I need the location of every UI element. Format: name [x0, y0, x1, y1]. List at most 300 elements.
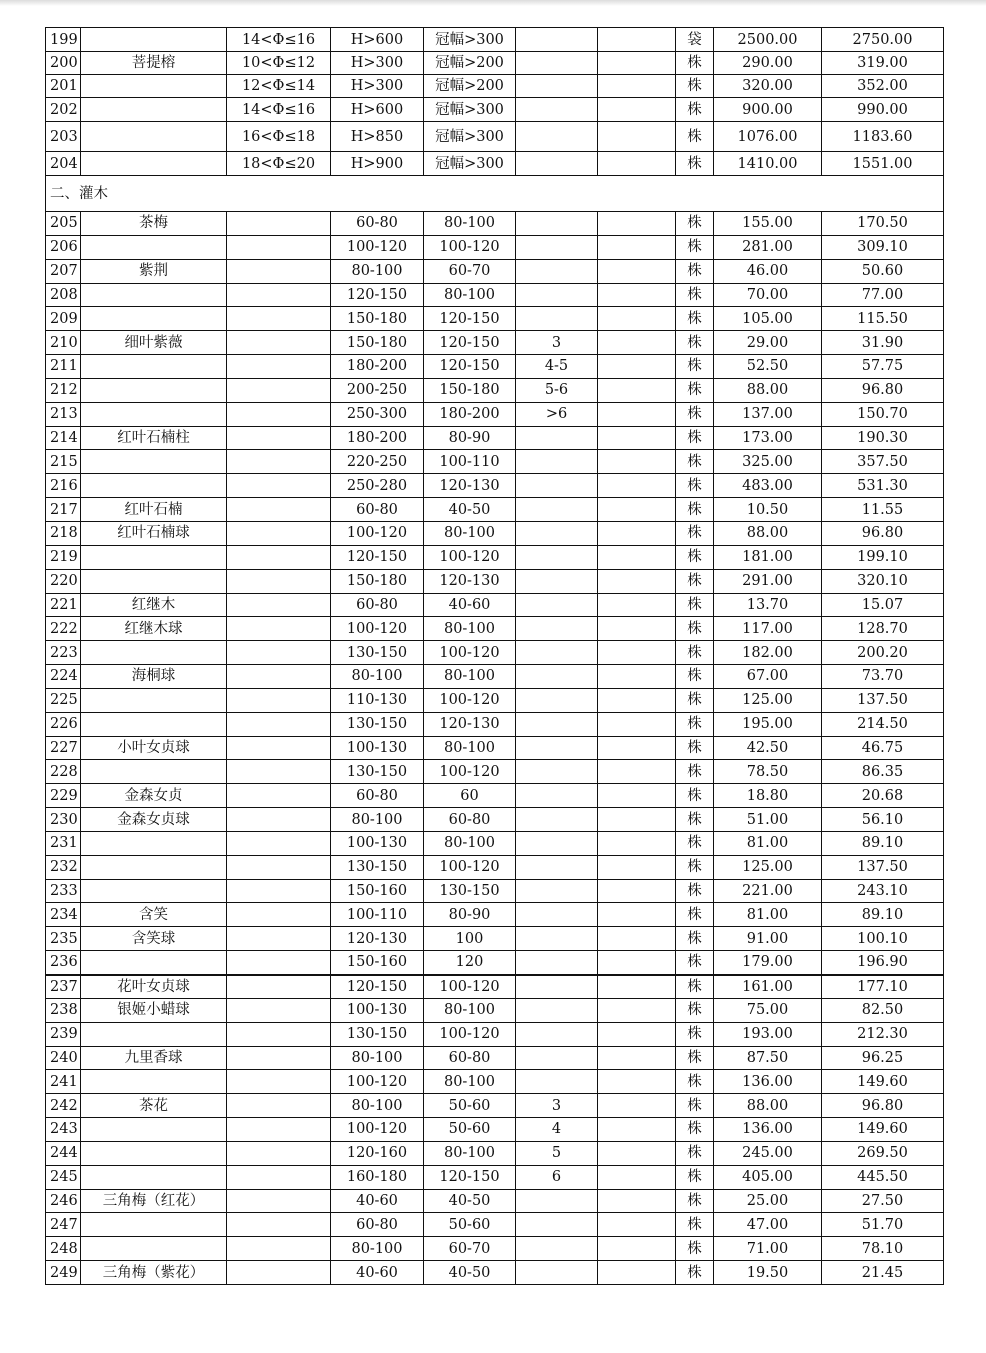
- price-1-cell: 91.00: [714, 927, 822, 951]
- plant-name-cell: 银姬小蜡球: [81, 998, 227, 1022]
- plant-name-cell: 三角梅（紫花）: [81, 1261, 227, 1285]
- trunk-diameter-cell: [227, 1189, 331, 1213]
- crown-width-cell: 40-60: [424, 593, 516, 617]
- table-row: [46, 688, 944, 712]
- table-row: [46, 152, 944, 176]
- row-number-cell: 247: [46, 1213, 81, 1237]
- plant-name-cell: 小叶女贞球: [81, 736, 227, 760]
- crown-width-cell: 80-100: [424, 1141, 516, 1165]
- plant-height-cell: 100-130: [331, 736, 424, 760]
- plant-name-cell: [81, 75, 227, 98]
- row-number-cell: 204: [46, 152, 81, 176]
- unit-cell: 株: [676, 378, 714, 402]
- unit-cell: 株: [676, 212, 714, 236]
- crown-width-cell: 80-100: [424, 521, 516, 545]
- table-row: [46, 1046, 944, 1070]
- plant-height-cell: H>900: [331, 152, 424, 176]
- branch-count-cell: [516, 75, 598, 98]
- table-row: [46, 545, 944, 569]
- price-1-cell: 245.00: [714, 1141, 822, 1165]
- row-number-cell: 223: [46, 641, 81, 665]
- price-1-cell: 18.80: [714, 784, 822, 808]
- crown-width-cell: 80-100: [424, 617, 516, 641]
- blank-cell-cell: [598, 98, 676, 122]
- price-1-cell: 125.00: [714, 688, 822, 712]
- trunk-diameter-cell: [227, 235, 331, 259]
- blank-cell-cell: [598, 998, 676, 1022]
- table-row: [46, 641, 944, 665]
- table-row: [46, 426, 944, 450]
- unit-cell: 株: [676, 569, 714, 593]
- plant-name-cell: [81, 1070, 227, 1094]
- crown-width-cell: 120-150: [424, 355, 516, 379]
- price-2-cell: 1551.00: [822, 152, 944, 176]
- branch-count-cell: 6: [516, 1165, 598, 1189]
- trunk-diameter-cell: [227, 498, 331, 522]
- plant-name-cell: 茶花: [81, 1094, 227, 1118]
- trunk-diameter-cell: [227, 975, 331, 999]
- plant-name-cell: [81, 378, 227, 402]
- price-1-cell: 117.00: [714, 617, 822, 641]
- price-2-cell: 96.80: [822, 521, 944, 545]
- crown-width-cell: 80-100: [424, 736, 516, 760]
- table-row: [46, 1261, 944, 1285]
- plant-height-cell: 120-150: [331, 545, 424, 569]
- price-1-cell: 88.00: [714, 1094, 822, 1118]
- plant-height-cell: 130-150: [331, 1022, 424, 1046]
- table-row: [46, 307, 944, 331]
- unit-cell: 株: [676, 641, 714, 665]
- blank-cell-cell: [598, 665, 676, 689]
- row-number-cell: 231: [46, 831, 81, 855]
- trunk-diameter-cell: [227, 903, 331, 927]
- price-2-cell: 1183.60: [822, 122, 944, 152]
- plant-height-cell: 100-110: [331, 903, 424, 927]
- price-1-cell: 1410.00: [714, 152, 822, 176]
- blank-cell-cell: [598, 1070, 676, 1094]
- blank-cell-cell: [598, 712, 676, 736]
- blank-cell-cell: [598, 307, 676, 331]
- price-2-cell: 149.60: [822, 1118, 944, 1142]
- unit-cell: 株: [676, 1165, 714, 1189]
- blank-cell-cell: [598, 259, 676, 283]
- plant-height-cell: 80-100: [331, 259, 424, 283]
- row-number-cell: 242: [46, 1094, 81, 1118]
- plant-name-cell: [81, 688, 227, 712]
- trunk-diameter-cell: 10<Φ≤12: [227, 52, 331, 75]
- trunk-diameter-cell: [227, 712, 331, 736]
- blank-cell-cell: [598, 1189, 676, 1213]
- plant-name-cell: [81, 307, 227, 331]
- price-1-cell: 173.00: [714, 426, 822, 450]
- branch-count-cell: [516, 259, 598, 283]
- row-number-cell: 227: [46, 736, 81, 760]
- price-1-cell: 75.00: [714, 998, 822, 1022]
- plant-name-cell: 茶梅: [81, 212, 227, 236]
- plant-height-cell: 130-150: [331, 641, 424, 665]
- blank-cell-cell: [598, 831, 676, 855]
- crown-width-cell: 60-80: [424, 808, 516, 832]
- trunk-diameter-cell: [227, 545, 331, 569]
- trunk-diameter-cell: 14<Φ≤16: [227, 28, 331, 52]
- row-number-cell: 241: [46, 1070, 81, 1094]
- blank-cell-cell: [598, 1022, 676, 1046]
- unit-cell: 株: [676, 498, 714, 522]
- price-1-cell: 105.00: [714, 307, 822, 331]
- crown-width-cell: 50-60: [424, 1094, 516, 1118]
- plant-height-cell: 250-280: [331, 474, 424, 498]
- price-1-cell: 320.00: [714, 75, 822, 98]
- branch-count-cell: [516, 283, 598, 307]
- plant-name-cell: [81, 951, 227, 975]
- table-row: [46, 283, 944, 307]
- crown-width-cell: 80-90: [424, 426, 516, 450]
- table-row: [46, 474, 944, 498]
- price-1-cell: 136.00: [714, 1118, 822, 1142]
- trunk-diameter-cell: [227, 927, 331, 951]
- table-row: [46, 521, 944, 545]
- branch-count-cell: [516, 1213, 598, 1237]
- price-2-cell: 56.10: [822, 808, 944, 832]
- row-number-cell: 221: [46, 593, 81, 617]
- crown-width-cell: 冠幅>200: [424, 52, 516, 75]
- row-number-cell: 205: [46, 212, 81, 236]
- price-1-cell: 70.00: [714, 283, 822, 307]
- branch-count-cell: [516, 569, 598, 593]
- plant-name-cell: [81, 569, 227, 593]
- plant-name-cell: [81, 355, 227, 379]
- table-body-shrubs: [46, 212, 944, 1285]
- crown-width-cell: 80-100: [424, 665, 516, 689]
- row-number-cell: 206: [46, 235, 81, 259]
- branch-count-cell: [516, 307, 598, 331]
- blank-cell-cell: [598, 879, 676, 903]
- trunk-diameter-cell: [227, 879, 331, 903]
- unit-cell: 株: [676, 593, 714, 617]
- price-2-cell: 73.70: [822, 665, 944, 689]
- branch-count-cell: [516, 641, 598, 665]
- blank-cell-cell: [598, 52, 676, 75]
- row-number-cell: 200: [46, 52, 81, 75]
- price-2-cell: 96.80: [822, 1094, 944, 1118]
- row-number-cell: 233: [46, 879, 81, 903]
- blank-cell-cell: [598, 593, 676, 617]
- plant-name-cell: [81, 1213, 227, 1237]
- price-1-cell: 900.00: [714, 98, 822, 122]
- blank-cell-cell: [598, 1237, 676, 1261]
- price-2-cell: 96.25: [822, 1046, 944, 1070]
- unit-cell: 株: [676, 855, 714, 879]
- unit-cell: 株: [676, 259, 714, 283]
- price-2-cell: 31.90: [822, 331, 944, 355]
- crown-width-cell: 80-90: [424, 903, 516, 927]
- branch-count-cell: [516, 1070, 598, 1094]
- plant-height-cell: 130-150: [331, 712, 424, 736]
- trunk-diameter-cell: 18<Φ≤20: [227, 152, 331, 176]
- table-row: [46, 1141, 944, 1165]
- plant-height-cell: 80-100: [331, 1237, 424, 1261]
- table-row: [46, 712, 944, 736]
- table-row: [46, 975, 944, 999]
- price-2-cell: 357.50: [822, 450, 944, 474]
- table-row: [46, 259, 944, 283]
- table-row: [46, 402, 944, 426]
- branch-count-cell: [516, 617, 598, 641]
- plant-height-cell: 150-160: [331, 879, 424, 903]
- branch-count-cell: [516, 545, 598, 569]
- plant-name-cell: [81, 152, 227, 176]
- branch-count-cell: [516, 688, 598, 712]
- unit-cell: 株: [676, 283, 714, 307]
- trunk-diameter-cell: 12<Φ≤14: [227, 75, 331, 98]
- blank-cell-cell: [598, 402, 676, 426]
- price-2-cell: 212.30: [822, 1022, 944, 1046]
- branch-count-cell: [516, 593, 598, 617]
- row-number-cell: 226: [46, 712, 81, 736]
- price-1-cell: 51.00: [714, 808, 822, 832]
- blank-cell-cell: [598, 927, 676, 951]
- trunk-diameter-cell: [227, 1213, 331, 1237]
- branch-count-cell: 5: [516, 1141, 598, 1165]
- blank-cell-cell: [598, 736, 676, 760]
- plant-name-cell: [81, 855, 227, 879]
- branch-count-cell: [516, 831, 598, 855]
- blank-cell-cell: [598, 688, 676, 712]
- price-2-cell: 177.10: [822, 975, 944, 999]
- table-row: [46, 212, 944, 236]
- table-row: [46, 951, 944, 975]
- trunk-diameter-cell: [227, 1165, 331, 1189]
- trunk-diameter-cell: [227, 1094, 331, 1118]
- price-1-cell: 281.00: [714, 235, 822, 259]
- price-1-cell: 88.00: [714, 378, 822, 402]
- unit-cell: 株: [676, 1070, 714, 1094]
- row-number-cell: 199: [46, 28, 81, 52]
- price-2-cell: 214.50: [822, 712, 944, 736]
- crown-width-cell: 80-100: [424, 212, 516, 236]
- plant-name-cell: [81, 450, 227, 474]
- price-2-cell: 2750.00: [822, 28, 944, 52]
- plant-name-cell: [81, 1237, 227, 1261]
- blank-cell-cell: [598, 1213, 676, 1237]
- unit-cell: 株: [676, 998, 714, 1022]
- plant-height-cell: 110-130: [331, 688, 424, 712]
- branch-count-cell: [516, 98, 598, 122]
- price-1-cell: 81.00: [714, 903, 822, 927]
- blank-cell-cell: [598, 1261, 676, 1285]
- price-2-cell: 89.10: [822, 903, 944, 927]
- trunk-diameter-cell: [227, 259, 331, 283]
- branch-count-cell: [516, 521, 598, 545]
- plant-height-cell: 100-120: [331, 617, 424, 641]
- crown-width-cell: 60-70: [424, 259, 516, 283]
- plant-name-cell: 紫荆: [81, 259, 227, 283]
- plant-name-cell: [81, 879, 227, 903]
- price-2-cell: 243.10: [822, 879, 944, 903]
- row-number-cell: 215: [46, 450, 81, 474]
- price-1-cell: 42.50: [714, 736, 822, 760]
- branch-count-cell: [516, 474, 598, 498]
- crown-width-cell: 冠幅>300: [424, 98, 516, 122]
- unit-cell: 株: [676, 122, 714, 152]
- crown-width-cell: 100: [424, 927, 516, 951]
- price-2-cell: 445.50: [822, 1165, 944, 1189]
- branch-count-cell: [516, 975, 598, 999]
- plant-height-cell: 150-180: [331, 331, 424, 355]
- row-number-cell: 245: [46, 1165, 81, 1189]
- row-number-cell: 220: [46, 569, 81, 593]
- unit-cell: 株: [676, 1118, 714, 1142]
- crown-width-cell: 冠幅>300: [424, 122, 516, 152]
- trunk-diameter-cell: [227, 831, 331, 855]
- price-2-cell: 137.50: [822, 855, 944, 879]
- plant-height-cell: H>300: [331, 52, 424, 75]
- plant-name-cell: [81, 474, 227, 498]
- price-1-cell: 290.00: [714, 52, 822, 75]
- table-row: [46, 75, 944, 98]
- price-2-cell: 46.75: [822, 736, 944, 760]
- price-1-cell: 137.00: [714, 402, 822, 426]
- row-number-cell: 201: [46, 75, 81, 98]
- crown-width-cell: 100-120: [424, 975, 516, 999]
- crown-width-cell: 60-80: [424, 1046, 516, 1070]
- price-2-cell: 11.55: [822, 498, 944, 522]
- plant-height-cell: 130-150: [331, 855, 424, 879]
- unit-cell: 株: [676, 736, 714, 760]
- unit-cell: 株: [676, 879, 714, 903]
- table-row: [46, 784, 944, 808]
- table-row: [46, 1094, 944, 1118]
- crown-width-cell: 150-180: [424, 378, 516, 402]
- branch-count-cell: 5-6: [516, 378, 598, 402]
- trunk-diameter-cell: [227, 760, 331, 784]
- crown-width-cell: 100-120: [424, 545, 516, 569]
- unit-cell: 株: [676, 545, 714, 569]
- unit-cell: 株: [676, 688, 714, 712]
- price-2-cell: 20.68: [822, 784, 944, 808]
- plant-height-cell: 80-100: [331, 1046, 424, 1070]
- price-1-cell: 325.00: [714, 450, 822, 474]
- table-row: [46, 235, 944, 259]
- unit-cell: 株: [676, 474, 714, 498]
- unit-cell: 株: [676, 450, 714, 474]
- plant-name-cell: 含笑球: [81, 927, 227, 951]
- branch-count-cell: [516, 52, 598, 75]
- blank-cell-cell: [598, 617, 676, 641]
- trunk-diameter-cell: [227, 1118, 331, 1142]
- plant-height-cell: 200-250: [331, 378, 424, 402]
- table-row: [46, 52, 944, 75]
- trunk-diameter-cell: [227, 736, 331, 760]
- unit-cell: 株: [676, 307, 714, 331]
- branch-count-cell: [516, 1046, 598, 1070]
- plant-height-cell: 60-80: [331, 498, 424, 522]
- price-1-cell: 2500.00: [714, 28, 822, 52]
- plant-height-cell: H>600: [331, 98, 424, 122]
- crown-width-cell: 120-130: [424, 569, 516, 593]
- section-row: [46, 176, 944, 212]
- table-row: [46, 1213, 944, 1237]
- branch-count-cell: [516, 1261, 598, 1285]
- plant-height-cell: 150-180: [331, 307, 424, 331]
- unit-cell: 株: [676, 665, 714, 689]
- price-2-cell: 319.00: [822, 52, 944, 75]
- branch-count-cell: [516, 1022, 598, 1046]
- plant-name-cell: 含笑: [81, 903, 227, 927]
- unit-cell: 株: [676, 521, 714, 545]
- row-number-cell: 230: [46, 808, 81, 832]
- branch-count-cell: [516, 450, 598, 474]
- crown-width-cell: 80-100: [424, 831, 516, 855]
- row-number-cell: 207: [46, 259, 81, 283]
- blank-cell-cell: [598, 355, 676, 379]
- plant-name-cell: [81, 402, 227, 426]
- row-number-cell: 211: [46, 355, 81, 379]
- blank-cell-cell: [598, 760, 676, 784]
- price-2-cell: 27.50: [822, 1189, 944, 1213]
- price-2-cell: 89.10: [822, 831, 944, 855]
- plant-name-cell: 红叶石楠: [81, 498, 227, 522]
- branch-count-cell: [516, 927, 598, 951]
- plant-name-cell: [81, 545, 227, 569]
- section-title: 二、灌木: [46, 176, 944, 212]
- plant-height-cell: H>850: [331, 122, 424, 152]
- branch-count-cell: [516, 122, 598, 152]
- plant-height-cell: 60-80: [331, 212, 424, 236]
- price-2-cell: 50.60: [822, 259, 944, 283]
- blank-cell-cell: [598, 498, 676, 522]
- row-number-cell: 248: [46, 1237, 81, 1261]
- price-2-cell: 320.10: [822, 569, 944, 593]
- price-1-cell: 71.00: [714, 1237, 822, 1261]
- unit-cell: 株: [676, 1141, 714, 1165]
- trunk-diameter-cell: [227, 1046, 331, 1070]
- plant-height-cell: 180-200: [331, 355, 424, 379]
- row-number-cell: 225: [46, 688, 81, 712]
- row-number-cell: 243: [46, 1118, 81, 1142]
- plant-height-cell: 120-160: [331, 1141, 424, 1165]
- crown-width-cell: 100-120: [424, 855, 516, 879]
- trunk-diameter-cell: [227, 307, 331, 331]
- row-number-cell: 210: [46, 331, 81, 355]
- blank-cell-cell: [598, 152, 676, 176]
- price-2-cell: 137.50: [822, 688, 944, 712]
- price-1-cell: 136.00: [714, 1070, 822, 1094]
- plant-name-cell: 红叶石楠柱: [81, 426, 227, 450]
- plant-height-cell: 150-160: [331, 951, 424, 975]
- table-row: [46, 665, 944, 689]
- trunk-diameter-cell: 16<Φ≤18: [227, 122, 331, 152]
- blank-cell-cell: [598, 283, 676, 307]
- blank-cell-cell: [598, 641, 676, 665]
- trunk-diameter-cell: [227, 474, 331, 498]
- crown-width-cell: 180-200: [424, 402, 516, 426]
- crown-width-cell: 120-150: [424, 307, 516, 331]
- crown-width-cell: 40-50: [424, 498, 516, 522]
- plant-height-cell: 40-60: [331, 1189, 424, 1213]
- price-2-cell: 86.35: [822, 760, 944, 784]
- price-2-cell: 78.10: [822, 1237, 944, 1261]
- trunk-diameter-cell: [227, 1261, 331, 1285]
- crown-width-cell: 100-120: [424, 641, 516, 665]
- trunk-diameter-cell: [227, 784, 331, 808]
- price-1-cell: 88.00: [714, 521, 822, 545]
- plant-name-cell: [81, 1165, 227, 1189]
- trunk-diameter-cell: [227, 1022, 331, 1046]
- price-2-cell: 149.60: [822, 1070, 944, 1094]
- branch-count-cell: [516, 665, 598, 689]
- table-row: [46, 378, 944, 402]
